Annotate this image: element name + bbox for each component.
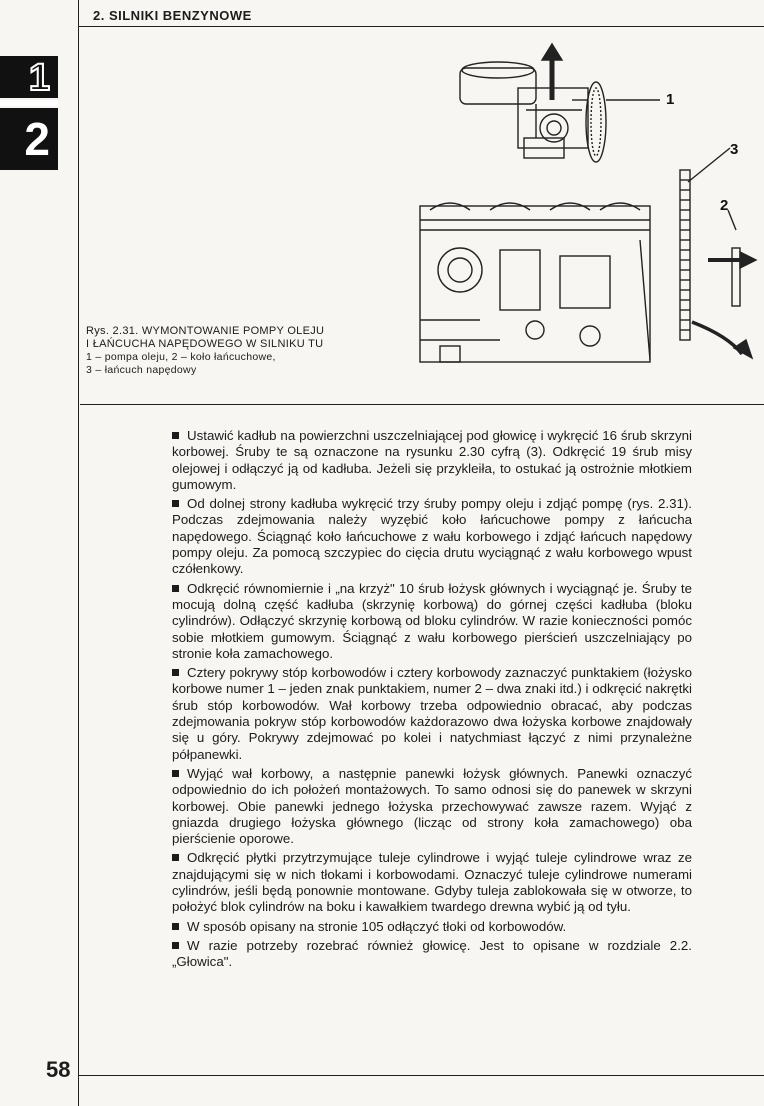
bullet-square-icon bbox=[172, 770, 179, 777]
paragraph: Odkręcić płytki przytrzymujące tuleje cylindrowe i wyjąć tuleje cylindrowe wraz ze znajdującymi się w nich tłokami i korbowodami. Oznaczyć tuleje cylindrowe numerami cylindrów, jeśli będą ponownie montowane. Gdyby tuleja zablokowała się w otworze, to położyć blok cylindrów na boku i kawałkiem twardego drewna wybić ją od tyłu. bbox=[172, 850, 692, 915]
left-margin-rule bbox=[78, 0, 79, 1106]
bullet-square-icon bbox=[172, 669, 179, 676]
bullet-square-icon bbox=[172, 432, 179, 439]
caption-line-1: Rys. 2.31. WYMONTOWANIE POMPY OLEJU bbox=[86, 325, 325, 337]
tab-separator bbox=[0, 100, 58, 106]
paragraph: Wyjąć wał korbowy, a następnie panewki łożysk głównych. Panewki oznaczyć odpowiednio do ich położeń montażowych. To samo odnosi się do panewek w skrzyni korbowej. Obie panewki jednego łożyska przechowywać zawsze razem. Wyjąć z gniazda drugiego łożyska głównego (licząc od strony koła zamachowego) oba pierścienie oporowe. bbox=[172, 765, 692, 847]
callout-3: 3 bbox=[730, 141, 739, 158]
bullet-square-icon bbox=[172, 923, 179, 930]
arrow-up-icon bbox=[542, 44, 562, 100]
engine-block-drawing bbox=[420, 203, 650, 362]
sprocket-drawing bbox=[586, 82, 660, 162]
figure-caption bbox=[86, 325, 386, 377]
body-text bbox=[172, 428, 692, 974]
paragraph: W razie potrzeby rozebrać również głowicę. Jest to opisane w rozdziale 2.2. „Głowica". bbox=[172, 937, 692, 970]
paragraph: Ustawić kadłub na powierzchni uszczelniającej pod głowicę i wykręcić 16 śrub skrzyni korbowej. Śruby te są oznaczone na rysunku 2.30 cyfrą (3). Odkręcić 19 śrub misy olejowej i odłączyć ją od kadłuba. Jeżeli się przykleiła, to ostukać ją ostrożnie młotkiem gumowym. bbox=[172, 428, 692, 492]
callout-2: 2 bbox=[720, 197, 729, 214]
bullet-square-icon bbox=[172, 854, 179, 861]
page-number: 58 bbox=[46, 1057, 71, 1082]
footer-rule bbox=[78, 1075, 764, 1076]
bullet-square-icon bbox=[172, 585, 179, 592]
chapter-tab-1: 1 bbox=[0, 56, 58, 98]
bullet-square-icon bbox=[172, 942, 179, 949]
paragraph: Od dolnej strony kadłuba wykręcić trzy śruby pompy oleju i zdjąć pompę (rys. 2.31). Podczas zdejmowania należy wyzębić koło łańcuchowe pompy z łańcucha napędowego. Ściągnąć koło łańcuchowe z wału korbowego i zdjąć łańcuch napędowy pompy oleju. Za pomocą szczypiec do cięcia drutu wyciągnąć z wału korbowego wpust czółenkowy. bbox=[172, 496, 692, 577]
curved-arrow-icon bbox=[692, 322, 752, 358]
figure-rule bbox=[80, 404, 764, 405]
chapter-tab-2: 2 bbox=[0, 108, 58, 170]
paragraph: W sposób opisany na stronie 105 odłączyć tłoki od korbowodów. bbox=[172, 919, 692, 935]
oil-pump-drawing bbox=[460, 62, 588, 158]
caption-line-4: 3 – łańcuch napędowy bbox=[86, 364, 197, 376]
caption-line-2: I ŁAŃCUCHA NAPĘDOWEGO W SILNIKU TU bbox=[86, 338, 324, 350]
header-rule bbox=[78, 26, 764, 27]
chain-drawing bbox=[680, 148, 730, 340]
paragraph: Cztery pokrywy stóp korbowodów i cztery korbowody zaznaczyć punktakiem (łożysko korbowe numer 1 – jeden znak punktakiem, numer 2 – dwa znaki itd.) i odkręcić nakrętki śrub stóp korbowodów. Wał korbowy trzeba odpowiednio obracać, aby podczas zdejmowania pokryw stóp korbowodów każdorazowo dwa łożyska korbowe znajdowały się u góry. Pokrywy zdejmować po kolei i natychmiast łączyć z nimi przynależne półpanewki. bbox=[172, 665, 692, 762]
callout-1: 1 bbox=[666, 91, 675, 108]
running-header: 2. SILNIKI BENZYNOWE bbox=[93, 8, 252, 23]
bullet-square-icon bbox=[172, 500, 179, 507]
caption-line-3: 1 – pompa oleju, 2 – koło łańcuchowe, bbox=[86, 351, 276, 363]
paragraph: Odkręcić równomiernie i „na krzyż" 10 śrub łożysk głównych i wyciągnąć je. Śruby te mocują dolną część kadłuba (skrzynię korbową) do górnej części kadłuba (bloku cylindrów). Odłączyć skrzynię korbową od bloku cylindrów. W razie konieczności pomóc sobie młotkiem gumowym. Ściągnąć z wału korbowego pierścień uszczelniający po stronie koła zamachowego. bbox=[172, 580, 692, 661]
